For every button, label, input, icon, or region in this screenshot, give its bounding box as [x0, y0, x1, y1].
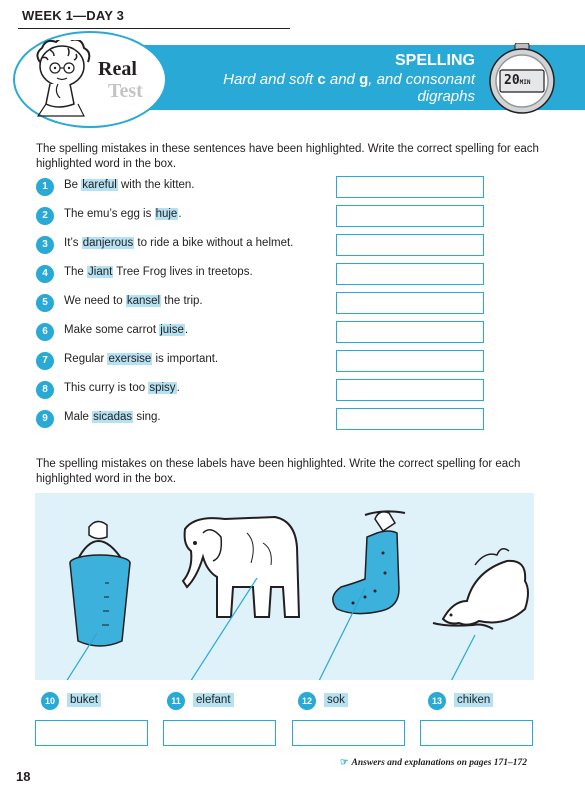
- question-number: 2: [36, 207, 54, 225]
- question-row: [36, 350, 486, 372]
- timer-value: 20: [504, 73, 520, 88]
- answer-box[interactable]: [336, 379, 484, 401]
- highlighted-label-word: elefant: [193, 693, 234, 707]
- question-text-before: Be: [64, 179, 82, 191]
- highlighted-misspelling: danjerous: [82, 237, 134, 249]
- question-text-after: the trip.: [161, 295, 203, 307]
- answer-box[interactable]: [336, 408, 484, 430]
- question-text-before: It’s: [64, 237, 82, 249]
- question-text-after: Tree Frog lives in treetops.: [113, 266, 253, 278]
- question-row: [36, 292, 486, 314]
- page-subtitle: [215, 71, 475, 105]
- question-text-after: to ride a bike without a helmet.: [134, 237, 294, 249]
- question-number: 9: [36, 410, 54, 428]
- question-number: 6: [36, 323, 54, 341]
- label-number: 13: [428, 692, 446, 710]
- highlighted-misspelling: Jiant: [88, 266, 113, 278]
- question-number: 8: [36, 381, 54, 399]
- question-row: [36, 205, 486, 227]
- badge-test-label: Test: [108, 80, 143, 102]
- question-text-before: The emu’s egg is: [64, 208, 155, 220]
- pointing-hand-icon: ☞: [340, 758, 349, 768]
- question-text: [64, 411, 161, 423]
- label-number: 10: [41, 692, 59, 710]
- subtitle-text: Hard and soft: [223, 71, 318, 88]
- answer-box[interactable]: [336, 176, 484, 198]
- question-text-after: is important.: [152, 353, 219, 365]
- highlighted-misspelling: sicadas: [93, 411, 133, 423]
- answer-box[interactable]: [336, 292, 484, 314]
- question-row: [36, 408, 486, 430]
- question-row: [36, 379, 486, 401]
- question-text: [64, 208, 182, 220]
- question-text: [64, 382, 180, 394]
- highlighted-misspelling: juise: [160, 324, 184, 336]
- illustrations: [35, 493, 534, 680]
- answers-note-text: Answers and explanations on pages 171–172: [351, 758, 528, 768]
- question-text-before: We need to: [64, 295, 126, 307]
- subtitle-letter-c: c: [317, 71, 326, 88]
- question-text-before: Male: [64, 411, 93, 423]
- question-text: [64, 266, 253, 278]
- question-text-after: .: [184, 324, 189, 336]
- question-text-after: with the kitten.: [117, 179, 195, 191]
- question-row: [36, 176, 486, 198]
- answer-box[interactable]: [336, 350, 484, 372]
- question-text: [64, 324, 188, 336]
- girl-thinking-icon: [28, 40, 98, 122]
- answer-box[interactable]: [336, 234, 484, 256]
- answer-box[interactable]: [336, 321, 484, 343]
- question-text-before: The: [64, 266, 88, 278]
- timer-unit: MIN: [519, 79, 531, 86]
- highlighted-label-word: sok: [324, 693, 348, 707]
- question-row: [36, 234, 486, 256]
- label-answer-box[interactable]: [292, 720, 405, 746]
- highlighted-label-word: buket: [67, 693, 101, 707]
- highlighted-misspelling: huje: [155, 208, 178, 220]
- label-answer-box[interactable]: [35, 720, 148, 746]
- badge-real-label: Real: [98, 58, 137, 80]
- question-text-after: .: [176, 382, 180, 394]
- question-number: 3: [36, 236, 54, 254]
- highlighted-label-word: chiken: [454, 693, 493, 707]
- question-text: [64, 179, 195, 191]
- question-text-after: .: [178, 208, 182, 220]
- page-number: 18: [16, 769, 31, 784]
- answer-box[interactable]: [336, 205, 484, 227]
- question-row: [36, 263, 486, 285]
- chicken-icon: [433, 549, 528, 629]
- timer-readout: [504, 73, 531, 88]
- question-number: 5: [36, 294, 54, 312]
- highlighted-misspelling: kansel: [126, 295, 161, 307]
- header-rule: [18, 28, 290, 29]
- sock-icon: [333, 511, 405, 613]
- label-number: 12: [298, 692, 316, 710]
- page-title: SPELLING: [394, 52, 475, 69]
- question-number: 7: [36, 352, 54, 370]
- question-number: 4: [36, 265, 54, 283]
- question-text: [64, 237, 293, 249]
- question-text: [64, 353, 218, 365]
- question-row: [36, 321, 486, 343]
- label-number: 11: [167, 692, 185, 710]
- question-text: [64, 295, 203, 307]
- subtitle-letter-g: g: [359, 71, 369, 88]
- section1-instructions: The spelling mistakes in these sentences have been highlighted. Write the correct spelling for each highlighted word in the box.: [36, 143, 539, 170]
- question-number: 1: [36, 178, 54, 196]
- answer-box[interactable]: [336, 263, 484, 285]
- subtitle-text: and: [325, 71, 360, 88]
- bucket-icon: [70, 521, 130, 646]
- label-answer-box[interactable]: [163, 720, 276, 746]
- answers-note: [340, 757, 527, 768]
- question-text-after: sing.: [133, 411, 161, 423]
- highlighted-misspelling: kareful: [82, 179, 117, 191]
- section2-instructions: The spelling mistakes on these labels have been highlighted. Write the correct spelling for each highlighted word in the box.: [36, 458, 521, 485]
- question-text-before: Regular: [64, 353, 108, 365]
- label-answer-box[interactable]: [420, 720, 533, 746]
- highlighted-misspelling: exersise: [108, 353, 152, 365]
- subtitle-text: , and consonant digraphs: [368, 71, 475, 105]
- question-text-before: Make some carrot: [64, 324, 160, 336]
- highlighted-misspelling: spisy: [149, 382, 176, 394]
- question-text-before: This curry is too: [64, 382, 149, 394]
- week-day-label: WEEK 1—DAY 3: [22, 8, 125, 23]
